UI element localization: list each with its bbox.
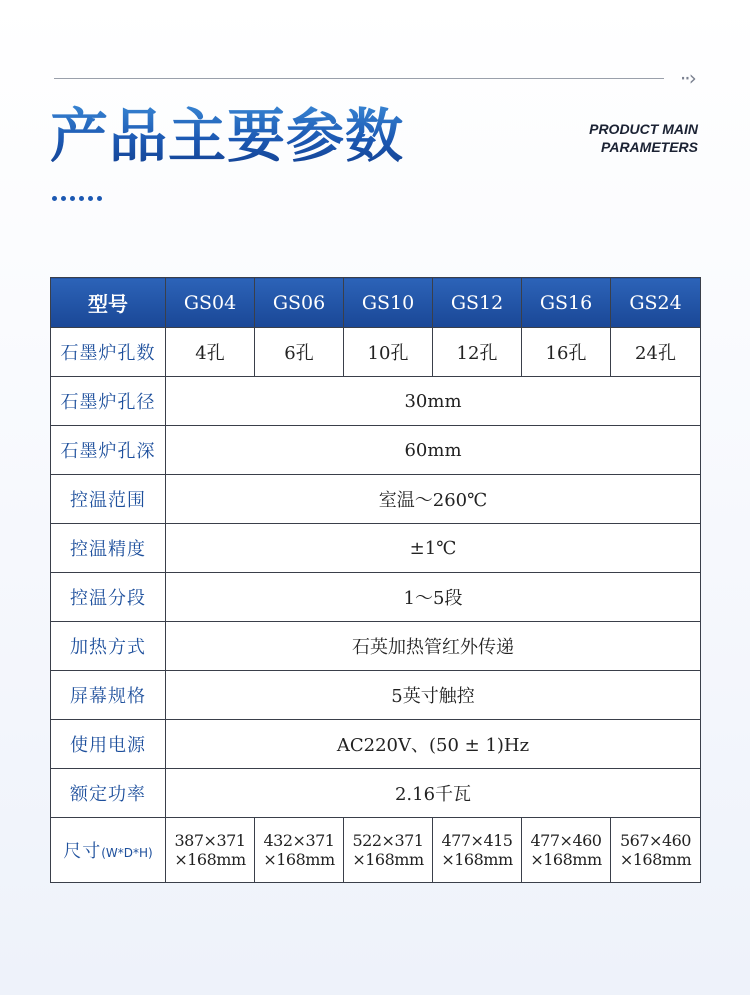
row-label: 加热方式 — [51, 622, 166, 671]
holes-gs04: 4孔 — [166, 328, 255, 377]
dim-line-1: 477×460 — [530, 831, 602, 850]
row-value: 室温～260℃ — [166, 475, 701, 524]
row-value: AC220V、(50 ± 1)Hz — [166, 720, 701, 769]
dim-line-2: ×168mm — [441, 850, 513, 869]
dimensions-gs12 — [433, 818, 522, 883]
holes-gs10: 10孔 — [344, 328, 433, 377]
row-value: 2.16千瓦 — [166, 769, 701, 818]
dim-line-2: ×168mm — [174, 850, 246, 869]
row-label: 屏幕规格 — [51, 671, 166, 720]
row-label: 石墨炉孔深 — [51, 426, 166, 475]
dot-icon — [70, 196, 75, 201]
table-row — [51, 475, 701, 524]
table-row — [51, 671, 701, 720]
dot-icon — [79, 196, 84, 201]
subtitle-line-1: PRODUCT MAIN — [589, 121, 698, 137]
dimensions-gs16 — [522, 818, 611, 883]
page-subtitle-en — [498, 120, 698, 156]
dot-icon — [61, 196, 66, 201]
header-model-gs10: GS10 — [344, 278, 433, 328]
table-row — [51, 524, 701, 573]
table-row — [51, 377, 701, 426]
dimensions-gs06 — [255, 818, 344, 883]
header-model-label: 型号 — [51, 278, 166, 328]
dim-line-2: ×168mm — [263, 850, 335, 869]
holes-gs06: 6孔 — [255, 328, 344, 377]
header-model-gs06: GS06 — [255, 278, 344, 328]
dim-line-1: 432×371 — [263, 831, 335, 850]
table-row — [51, 622, 701, 671]
dimensions-gs10 — [344, 818, 433, 883]
table-row — [51, 720, 701, 769]
holes-gs16: 16孔 — [522, 328, 611, 377]
table-row — [51, 426, 701, 475]
decorative-dots — [52, 196, 102, 201]
row-value: 石英加热管红外传递 — [166, 622, 701, 671]
dot-icon — [52, 196, 57, 201]
table-row — [51, 573, 701, 622]
subtitle-line-2: PARAMETERS — [601, 139, 698, 155]
row-label: 额定功率 — [51, 769, 166, 818]
dot-icon — [97, 196, 102, 201]
dim-line-1: 522×371 — [352, 831, 424, 850]
row-label: 使用电源 — [51, 720, 166, 769]
row-value: 60mm — [166, 426, 701, 475]
row-label: 控温范围 — [51, 475, 166, 524]
row-label: 控温分段 — [51, 573, 166, 622]
row-value: 5英寸触控 — [166, 671, 701, 720]
row-label: 石墨炉孔径 — [51, 377, 166, 426]
header-model-gs04: GS04 — [166, 278, 255, 328]
dim-line-2: ×168mm — [530, 850, 602, 869]
holes-gs12: 12孔 — [433, 328, 522, 377]
dim-line-2: ×168mm — [352, 850, 424, 869]
header-model-gs16: GS16 — [522, 278, 611, 328]
row-value: 1～5段 — [166, 573, 701, 622]
header-model-gs24: GS24 — [611, 278, 701, 328]
table-header-row — [51, 278, 701, 328]
dot-icon — [88, 196, 93, 201]
table-row — [51, 328, 701, 377]
dim-line-2: ×168mm — [619, 850, 692, 869]
dimensions-label: 尺寸 — [63, 841, 102, 862]
row-value: 30mm — [166, 377, 701, 426]
dimensions-gs04 — [166, 818, 255, 883]
holes-gs24: 24孔 — [611, 328, 701, 377]
dimensions-gs24 — [611, 818, 701, 883]
dim-line-1: 567×460 — [620, 831, 691, 850]
row-label-dimensions — [51, 818, 166, 883]
header-model-gs12: GS12 — [433, 278, 522, 328]
page-title: 产品主要参数 — [50, 102, 405, 170]
chevron-right-icon: ⋅⋅› — [680, 66, 695, 90]
row-label-holes: 石墨炉孔数 — [51, 328, 166, 377]
top-divider-line — [54, 78, 664, 79]
table-row — [51, 769, 701, 818]
dim-line-1: 387×371 — [174, 831, 246, 850]
parameters-table — [50, 277, 701, 883]
table-row-dimensions — [51, 818, 701, 883]
row-label: 控温精度 — [51, 524, 166, 573]
dimensions-unit: (W*D*H) — [101, 846, 153, 860]
row-value: ±1℃ — [166, 524, 701, 573]
dim-line-1: 477×415 — [441, 831, 513, 850]
